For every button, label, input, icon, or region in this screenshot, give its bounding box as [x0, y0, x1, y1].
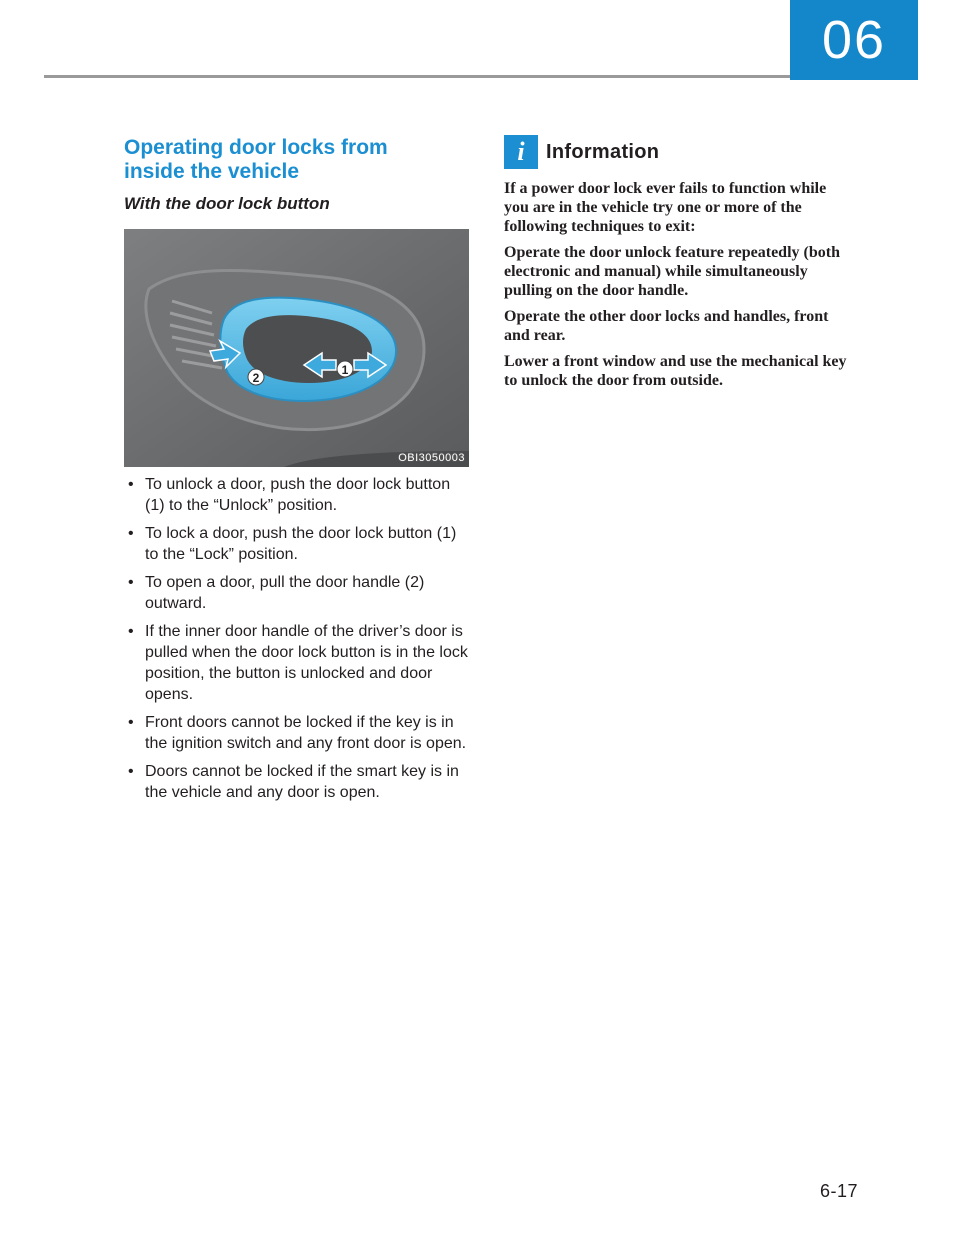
list-item-text: To unlock a door, push the door lock button (1) to the “Unlock” position. [145, 476, 451, 514]
information-title: Information [546, 141, 660, 163]
section-title-line-1: Operating door locks from [124, 136, 388, 159]
section-title-line-2: inside the vehicle [124, 160, 300, 183]
list-item: • Front doors cannot be locked if the key is in the ignition switch and any front door is open. [128, 714, 467, 752]
list-item-text: To lock a door, push the door lock button (1) to the “Lock” position. [145, 525, 457, 563]
instruction-list [124, 474, 469, 810]
list-item: • If the inner door handle of the driver’s door is pulled when the door lock button is in the lock position, the button is unlocked and door opens. [128, 623, 468, 703]
chapter-tab: 06 [790, 0, 918, 80]
list-item: • Doors cannot be locked if the smart key is in the vehicle and any door is open. [128, 763, 459, 801]
information-paragraph: Operate the door unlock feature repeatedly (both electronic and manual) while simultaneously pulling on the door handle. [504, 244, 840, 299]
callout-2-label: 2 [252, 371, 260, 385]
list-item-text: Doors cannot be locked if the smart key is in the vehicle and any door is open. [145, 763, 459, 801]
information-paragraph: Operate the other door locks and handles, front and rear. [504, 308, 829, 344]
list-item-text: If the inner door handle of the driver’s door is pulled when the door lock button is in the lock position, the button is unlocked and door opens. [145, 623, 468, 703]
list-item-text: Front doors cannot be locked if the key is in the ignition switch and any front door is open. [145, 714, 467, 752]
section-title [124, 136, 464, 184]
information-paragraph: If a power door lock ever fails to function while you are in the vehicle try one or more of the following techniques to exit: [504, 180, 827, 235]
information-paragraph: Lower a front window and use the mechanical key to unlock the door from outside. [504, 353, 847, 389]
information-icon: i [504, 135, 538, 169]
door-lock-figure [124, 229, 469, 467]
list-item: • To unlock a door, push the door lock button (1) to the “Unlock” position. [128, 476, 451, 514]
section-subtitle: With the door lock button [124, 194, 330, 213]
page-number: 6-17 [820, 1181, 859, 1201]
callout-1-label: 1 [341, 363, 349, 377]
information-body [504, 179, 849, 397]
list-item: • To open a door, pull the door handle (2) outward. [128, 574, 425, 612]
figure-code: OBI3050003 [398, 452, 465, 464]
door-handle-illustration [124, 229, 469, 467]
list-item: • To lock a door, push the door lock button (1) to the “Lock” position. [128, 525, 457, 563]
list-item-text: To open a door, pull the door handle (2) outward. [145, 574, 425, 612]
header-rule [44, 75, 790, 78]
